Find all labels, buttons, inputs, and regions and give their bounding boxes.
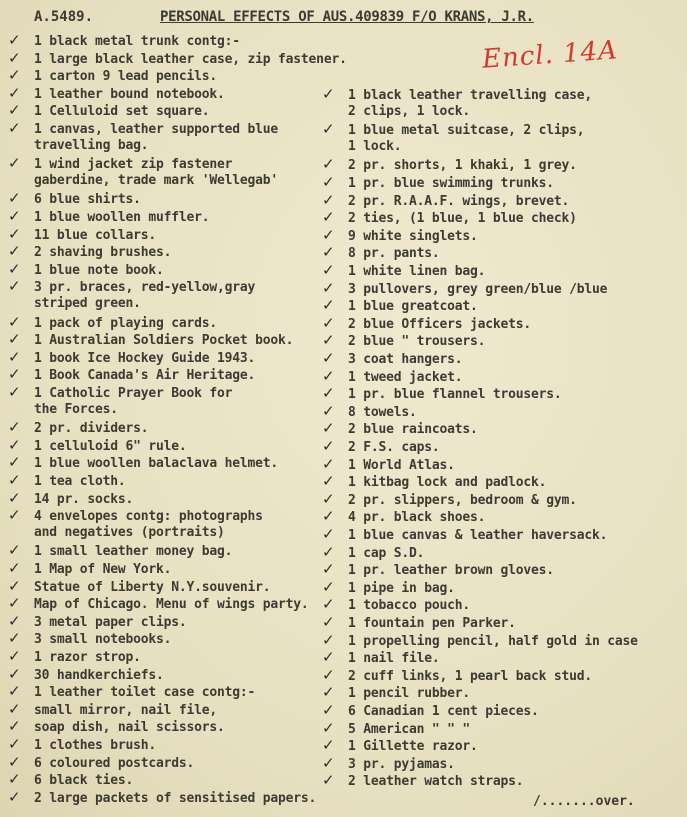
inventory-item-text: 14 pr. socks. (34, 491, 134, 507)
inventory-item-text: 3 pullovers, grey green/blue /blue (348, 281, 608, 297)
check-mark-icon: ✓ (322, 120, 335, 139)
inventory-item-text: 2 blue raincoats. (348, 422, 478, 438)
inventory-item (8, 771, 133, 789)
check-mark-icon: ✓ (322, 243, 335, 262)
check-mark-icon: ✓ (322, 630, 335, 649)
inventory-item (322, 174, 554, 192)
inventory-item (8, 208, 209, 226)
check-mark-icon: ✓ (8, 83, 21, 102)
document-reference: A.5489. (34, 9, 94, 25)
inventory-item-text: 1 fountain pen Parker. (348, 616, 516, 631)
inventory-item-text: 1 blue metal suitcase, 2 clips, (348, 123, 585, 139)
check-mark-icon: ✓ (8, 48, 21, 67)
inventory-item (322, 86, 592, 104)
inventory-item-text: 1 cap S.D. (348, 545, 425, 561)
check-mark-icon: ✓ (8, 31, 21, 49)
inventory-item (322, 438, 440, 456)
check-mark-icon: ✓ (8, 312, 21, 331)
inventory-item-text: 1 blue woollen balaclava helmet. (34, 456, 279, 472)
check-mark-icon: ✓ (322, 472, 335, 491)
inventory-item (8, 437, 187, 455)
check-mark-icon: ✓ (8, 453, 21, 472)
check-mark-icon: ✓ (8, 101, 21, 120)
handwritten-annotation: Encl. 14A (481, 35, 619, 75)
check-mark-icon: ✓ (8, 559, 21, 577)
check-mark-icon: ✓ (322, 349, 335, 367)
inventory-item (322, 139, 401, 155)
inventory-item-text: 2 pr. R.A.A.F. wings, brevet. (348, 193, 570, 209)
check-mark-icon: ✓ (322, 331, 335, 350)
check-mark-icon: ✓ (322, 261, 335, 279)
inventory-item-text: 6 blue shirts. (34, 192, 141, 208)
check-mark-icon: ✓ (322, 489, 335, 508)
inventory-item (8, 683, 255, 701)
inventory-item (8, 789, 316, 807)
inventory-item-text: 3 pr. pyjamas. (348, 756, 455, 772)
check-mark-icon: ✓ (322, 419, 335, 438)
check-mark-icon: ✓ (322, 560, 335, 579)
inventory-item-text: small mirror, nail file, (34, 702, 218, 718)
inventory-item-text: 1 Australian Soldiers Pocket book. (34, 333, 294, 349)
inventory-item-text: Statue of Liberty N.Y.souvenir. (34, 579, 271, 595)
check-mark-icon: ✓ (8, 787, 21, 806)
inventory-item (8, 50, 347, 68)
inventory-item (8, 542, 232, 560)
check-mark-icon: ✓ (8, 207, 21, 225)
check-mark-icon: ✓ (322, 85, 335, 103)
inventory-item (8, 85, 225, 103)
inventory-item-text: 1 Book Canada's Air Heritage. (34, 368, 256, 384)
inventory-item-text: 1 Catholic Prayer Book for (34, 386, 233, 401)
inventory-item-text: 1 Map of New York. (34, 562, 172, 577)
inventory-item-text: 2 blue " trousers. (348, 334, 486, 350)
check-mark-icon: ✓ (8, 154, 21, 173)
check-mark-icon: ✓ (322, 190, 335, 209)
inventory-item (8, 138, 148, 154)
inventory-item (322, 561, 554, 579)
check-mark-icon: ✓ (8, 189, 21, 208)
inventory-item (8, 472, 126, 490)
inventory-item-text: 1 blue canvas & leather haversack. (348, 528, 608, 543)
inventory-item (8, 278, 255, 296)
inventory-item-text: 6 black ties. (34, 773, 134, 789)
inventory-item-text: travelling bag. (34, 137, 149, 153)
check-mark-icon: ✓ (8, 259, 21, 278)
check-mark-icon: ✓ (322, 665, 335, 684)
check-mark-icon: ✓ (322, 542, 335, 561)
inventory-item (8, 754, 194, 772)
check-mark-icon: ✓ (322, 683, 335, 702)
inventory-item-text: 1 pr. leather brown gloves. (348, 563, 554, 579)
inventory-item (8, 613, 187, 631)
check-mark-icon: ✓ (8, 66, 21, 85)
inventory-item-text: 2 large packets of sensitised papers. (34, 790, 317, 806)
check-mark-icon: ✓ (8, 347, 21, 366)
inventory-item (8, 349, 255, 367)
check-mark-icon: ✓ (8, 611, 21, 630)
inventory-item (8, 736, 156, 754)
inventory-item (8, 32, 240, 50)
check-mark-icon: ✓ (8, 735, 21, 753)
inventory-item-text: 8 pr. pants. (348, 246, 440, 262)
inventory-item-text: Map of Chicago. Menu of wings party. (34, 597, 309, 613)
inventory-item (8, 155, 232, 173)
inventory-item (8, 314, 217, 332)
check-mark-icon: ✓ (8, 242, 21, 261)
inventory-item (8, 507, 263, 525)
inventory-item (322, 614, 516, 632)
inventory-item-text: 1 tobacco pouch. (348, 598, 471, 614)
check-mark-icon: ✓ (322, 313, 335, 332)
inventory-item-text: 3 pr. braces, red-yellow,gray (34, 280, 256, 296)
inventory-item-text: 2 pr. slippers, bedroom & gym. (348, 492, 577, 508)
inventory-item (322, 227, 478, 245)
inventory-item-text: 3 metal paper clips. (34, 614, 187, 630)
inventory-item (322, 755, 455, 773)
inventory-item (322, 456, 455, 474)
inventory-item (8, 226, 156, 244)
inventory-item (8, 490, 133, 508)
inventory-item-text: 1 lock. (348, 138, 402, 154)
check-mark-icon: ✓ (8, 383, 21, 401)
inventory-item (322, 350, 462, 368)
inventory-item (322, 491, 577, 509)
inventory-item-text: 1 pipe in bag. (348, 580, 455, 596)
inventory-item-text: 3 small notebooks. (34, 632, 172, 648)
inventory-item (322, 737, 478, 755)
check-mark-icon: ✓ (322, 525, 335, 543)
inventory-item-text: the Forces. (34, 401, 118, 417)
inventory-item-text: 5 American " " " (348, 721, 471, 737)
check-mark-icon: ✓ (322, 366, 335, 385)
inventory-item (322, 104, 470, 120)
inventory-item (8, 331, 293, 349)
inventory-item-text: 1 celluloid 6" rule. (34, 438, 187, 454)
inventory-item-text: 1 blue woollen muffler. (34, 210, 210, 225)
check-mark-icon: ✓ (322, 173, 335, 191)
check-mark-icon: ✓ (8, 717, 21, 736)
inventory-item-text: 1 black leather travelling case, (348, 88, 593, 103)
check-mark-icon: ✓ (322, 384, 335, 403)
check-mark-icon: ✓ (8, 629, 21, 648)
check-mark-icon: ✓ (8, 471, 21, 489)
inventory-item (8, 630, 171, 648)
inventory-item-text: 1 razor strop. (34, 650, 141, 665)
inventory-item-text: 1 wind jacket zip fastener (34, 157, 233, 173)
inventory-item (322, 280, 607, 298)
inventory-item (322, 508, 485, 526)
inventory-item-text: 1 white linen bag. (348, 264, 486, 279)
check-mark-icon: ✓ (322, 613, 335, 631)
inventory-item-text: 1 canvas, leather supported blue (34, 122, 279, 137)
inventory-item (8, 384, 232, 402)
inventory-item-text: 8 towels. (348, 404, 417, 420)
inventory-item (322, 385, 562, 403)
inventory-item (322, 315, 531, 333)
inventory-item-text: 2 F.S. caps. (348, 440, 440, 455)
check-mark-icon: ✓ (8, 488, 21, 507)
check-mark-icon: ✓ (322, 577, 335, 596)
inventory-item-text: 11 blue collars. (34, 227, 157, 243)
check-mark-icon: ✓ (322, 437, 335, 455)
inventory-item (322, 244, 440, 262)
inventory-item-text: gaberdine, trade mark 'Wellegab' (34, 172, 279, 188)
check-mark-icon: ✓ (322, 595, 335, 614)
check-mark-icon: ✓ (322, 208, 335, 227)
inventory-item-text: 1 tea cloth. (34, 474, 126, 489)
inventory-item (322, 262, 485, 280)
check-mark-icon: ✓ (8, 365, 21, 384)
inventory-item-text: 1 Gillette razor. (348, 739, 478, 755)
inventory-item-text: 1 book Ice Hockey Guide 1943. (34, 350, 256, 366)
check-mark-icon: ✓ (8, 541, 21, 560)
inventory-item-text: 1 tweed jacket. (348, 369, 463, 385)
inventory-item (8, 718, 225, 736)
inventory-item (322, 121, 584, 139)
inventory-item (8, 296, 141, 312)
inventory-item (322, 368, 462, 386)
inventory-item (8, 560, 171, 578)
inventory-item (8, 419, 148, 437)
inventory-item (322, 772, 523, 790)
inventory-item-text: 1 kitbag lock and padlock. (348, 475, 547, 491)
check-mark-icon: ✓ (8, 418, 21, 437)
check-mark-icon: ✓ (8, 224, 21, 243)
check-mark-icon: ✓ (8, 119, 21, 137)
inventory-item (8, 243, 171, 261)
inventory-item (322, 544, 424, 562)
inventory-item (8, 120, 278, 138)
inventory-item-text: 1 propelling pencil, half gold in case (348, 633, 638, 649)
inventory-item-text: 2 pr. shorts, 1 khaki, 1 grey. (348, 158, 577, 174)
inventory-item-text: 4 envelopes contg: photographs (34, 509, 263, 525)
check-mark-icon: ✓ (322, 736, 335, 755)
check-mark-icon: ✓ (322, 753, 335, 772)
inventory-item (8, 402, 118, 418)
inventory-item-text: 1 large black leather case, zip fastener. (34, 51, 347, 67)
inventory-item-text: 1 pencil rubber. (348, 686, 471, 702)
inventory-item (322, 209, 577, 227)
inventory-item-text: 1 leather toilet case contg:- (34, 685, 256, 701)
inventory-item-text: 1 Celluloid set square. (34, 104, 210, 120)
inventory-item-text: 2 leather watch straps. (348, 774, 524, 790)
inventory-item (8, 366, 255, 384)
check-mark-icon: ✓ (8, 506, 21, 525)
inventory-item (8, 595, 309, 613)
inventory-item (8, 578, 270, 596)
inventory-item-text: 1 World Atlas. (348, 457, 455, 473)
inventory-item (8, 173, 278, 189)
inventory-item (8, 666, 164, 684)
inventory-item (322, 526, 607, 544)
check-mark-icon: ✓ (8, 576, 21, 595)
inventory-item-text: 9 white singlets. (348, 228, 478, 244)
inventory-item-text: 1 nail file. (348, 651, 440, 667)
check-mark-icon: ✓ (8, 435, 21, 454)
inventory-item-text: 1 carton 9 lead pencils. (34, 69, 218, 85)
inventory-item (322, 297, 478, 315)
inventory-item-text: 30 handkerchiefs. (34, 667, 164, 683)
inventory-item (8, 102, 209, 120)
inventory-item (8, 525, 225, 541)
inventory-item-text: 1 clothes brush. (34, 738, 157, 753)
inventory-item (322, 332, 485, 350)
inventory-item-text: 1 black metal trunk contg:- (34, 34, 240, 49)
inventory-item (322, 720, 470, 738)
check-mark-icon: ✓ (322, 454, 335, 473)
inventory-item (8, 261, 164, 279)
check-mark-icon: ✓ (8, 277, 21, 296)
inventory-item-text: 1 blue note book. (34, 262, 164, 278)
inventory-item-text: 1 small leather money bag. (34, 544, 233, 560)
inventory-item (8, 67, 217, 85)
inventory-item-text: 2 clips, 1 lock. (348, 103, 471, 119)
check-mark-icon: ✓ (322, 401, 335, 420)
check-mark-icon: ✓ (322, 507, 335, 526)
inventory-item (322, 473, 546, 491)
check-mark-icon: ✓ (8, 330, 21, 349)
inventory-item-text: 2 blue Officers jackets. (348, 316, 532, 332)
check-mark-icon: ✓ (8, 770, 21, 789)
inventory-item-text: 2 cuff links, 1 pearl back stud. (348, 668, 593, 684)
check-mark-icon: ✓ (322, 225, 335, 244)
inventory-item (322, 632, 638, 650)
check-mark-icon: ✓ (8, 594, 21, 613)
inventory-item (8, 701, 217, 719)
inventory-item (322, 156, 577, 174)
inventory-item-text: 4 pr. black shoes. (348, 510, 486, 526)
check-mark-icon: ✓ (322, 648, 335, 667)
inventory-item-text: 2 ties, (1 blue, 1 blue check) (348, 211, 577, 227)
inventory-item (8, 454, 278, 472)
inventory-item-text: striped green. (34, 296, 141, 311)
check-mark-icon: ✓ (8, 664, 21, 683)
inventory-item-text: 6 Canadian 1 cent pieces. (348, 704, 539, 719)
inventory-item-text: 3 coat hangers. (348, 352, 463, 367)
check-mark-icon: ✓ (322, 278, 335, 297)
inventory-item (322, 649, 440, 667)
check-mark-icon: ✓ (322, 701, 335, 719)
inventory-item-text: soap dish, nail scissors. (34, 720, 225, 736)
inventory-item-text: 2 shaving brushes. (34, 245, 172, 261)
inventory-item-text: 1 leather bound notebook. (34, 86, 225, 102)
inventory-item (322, 667, 592, 685)
inventory-item (322, 684, 470, 702)
inventory-item (8, 648, 141, 666)
inventory-item (322, 420, 478, 438)
check-mark-icon: ✓ (322, 718, 335, 737)
inventory-item-text: 6 coloured postcards. (34, 755, 195, 771)
inventory-item (322, 702, 539, 720)
inventory-item (322, 403, 417, 421)
inventory-item (8, 190, 141, 208)
check-mark-icon: ✓ (8, 752, 21, 771)
inventory-item-text: and negatives (portraits) (34, 524, 225, 540)
check-mark-icon: ✓ (322, 155, 335, 174)
inventory-item-text: 1 blue greatcoat. (348, 299, 478, 315)
inventory-item (322, 192, 569, 210)
inventory-item-text: 1 pack of playing cards. (34, 315, 218, 331)
inventory-item-text: 2 pr. dividers. (34, 421, 149, 437)
check-mark-icon: ✓ (322, 296, 335, 315)
inventory-item (322, 596, 470, 614)
check-mark-icon: ✓ (8, 647, 21, 665)
check-mark-icon: ✓ (8, 699, 21, 718)
inventory-item-text: 1 pr. blue swimming trunks. (348, 176, 554, 191)
check-mark-icon: ✓ (8, 682, 21, 701)
check-mark-icon: ✓ (322, 771, 335, 790)
document-title: PERSONAL EFFECTS OF AUS.409839 F/O KRANS, J.R. (160, 9, 534, 25)
inventory-item-text: 1 pr. blue flannel trousers. (348, 387, 562, 403)
inventory-item (322, 579, 455, 597)
page-continuation: /.......over. (533, 794, 635, 809)
